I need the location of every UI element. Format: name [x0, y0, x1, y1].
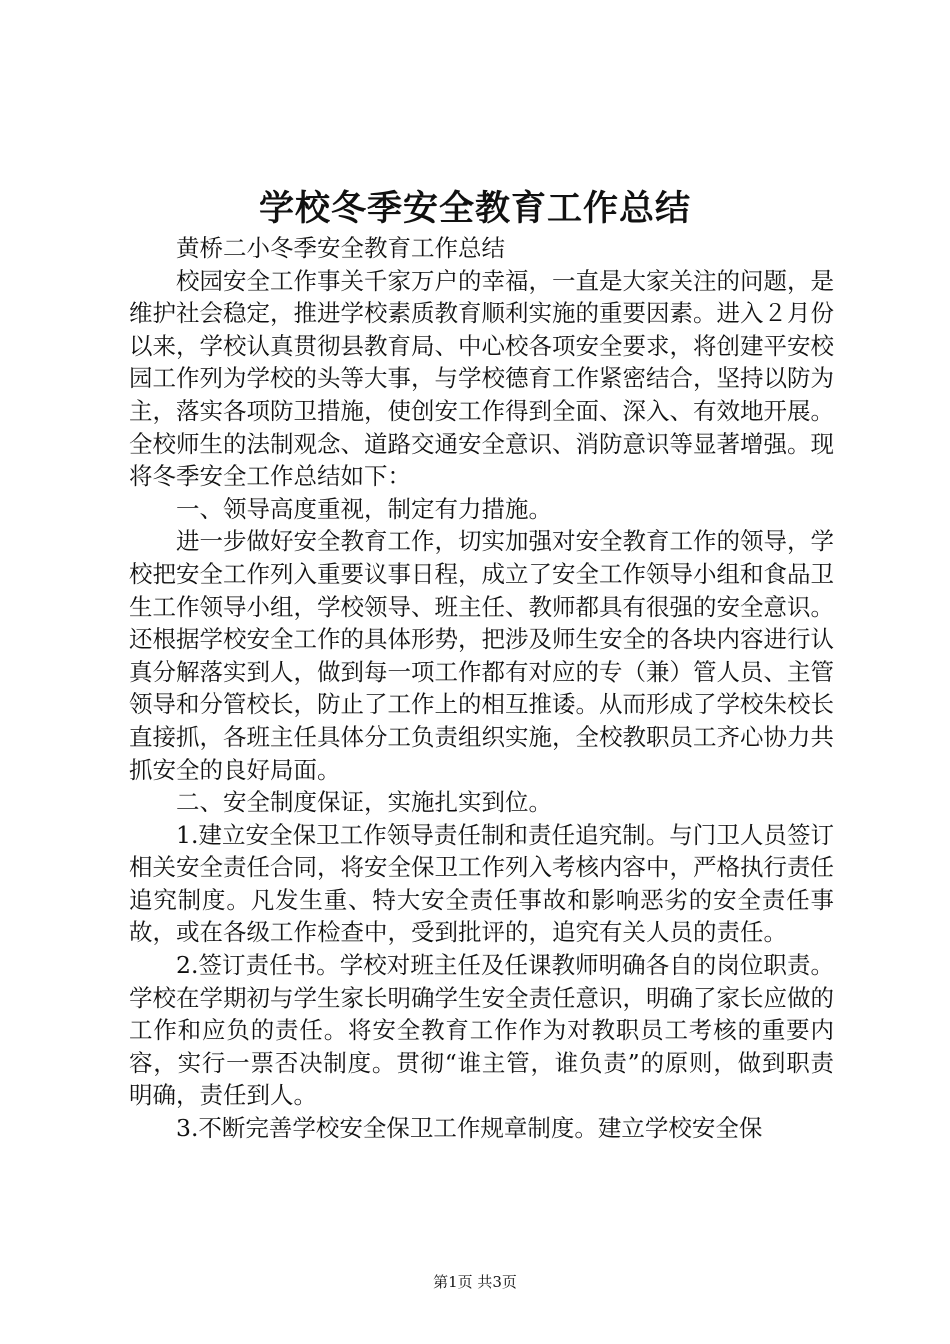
item-1-paragraph: 1.建立安全保卫工作领导责任制和责任追究制。与门卫人员签订相关安全责任合同，将安全保卫工作列入考核内容中，严格执行责任追究制度。凡发生重、特大安全责任事故和影响恶劣的安全责任事故，或在各级工作检查中，受到批评的，追究有关人员的责任。: [129, 820, 834, 947]
subtitle-paragraph: 黄桥二小冬季安全教育工作总结: [176, 234, 505, 262]
document-body: [129, 232, 834, 1145]
section-1-paragraph: 进一步做好安全教育工作，切实加强对安全教育工作的领导，学校把安全工作列入重要议事日程，成立了安全工作领导小组和食品卫生工作领导小组，学校领导、班主任、教师都具有很强的安全意识。还根据学校安全工作的具体形势，把涉及师生安全的各块内容进行认真分解落实到人，做到每一项工作都有对应的专（兼）管人员、主管领导和分管校长，防止了工作上的相互推诿。从而形成了学校朱校长直接抓，各班主任具体分工负责组织实施，全校教职员工齐心协力共抓安全的良好局面。: [129, 527, 834, 784]
section-heading-1: 一、领导高度重视，制定有力措施。: [176, 494, 552, 523]
section-heading-2: 二、安全制度保证，实施扎实到位。: [176, 788, 552, 817]
page-number-footer: 第1页 共3页: [433, 1273, 517, 1291]
document-title: 学校冬季安全教育工作总结: [258, 188, 691, 229]
item-3-paragraph: 3.不断完善学校安全保卫工作规章制度。建立学校安全保: [176, 1114, 763, 1143]
intro-paragraph: 校园安全工作事关千家万户的幸福，一直是大家关注的问题，是维护社会稳定，推进学校素质教育顺利实施的重要因素。进入２月份以来，学校认真贯彻县教育局、中心校各项安全要求，将创建平安校园工作列为学校的头等大事，与学校德育工作紧密结合，坚持以防为主，落实各项防卫措施，使创安工作得到全面、深入、有效地开展。全校师生的法制观念、道路交通安全意识、消防意识等显著增强。现将冬季安全工作总结如下：: [129, 266, 834, 491]
item-2-paragraph: 2.签订责任书。学校对班主任及任课教师明确各自的岗位职责。学校在学期初与学生家长明确学生安全责任意识，明确了家长应做的工作和应负的责任。将安全教育工作作为对教职员工考核的重要内容，实行一票否决制度。贯彻“谁主管，谁负责”的原则，做到职责明确，责任到人。: [129, 951, 834, 1110]
